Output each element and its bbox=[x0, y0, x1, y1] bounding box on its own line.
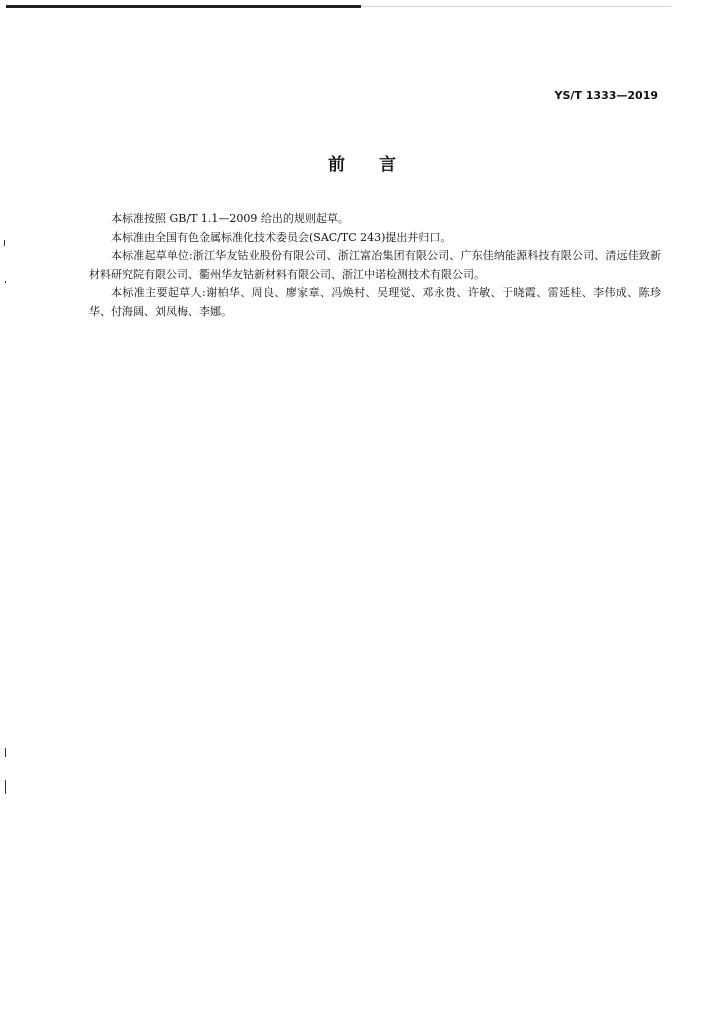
top-border-rule bbox=[6, 5, 361, 8]
paragraph-drafting-rules: 本标准按照 GB/T 1.1—2009 给出的规则起草。 bbox=[111, 212, 349, 225]
page-title: 前 言 bbox=[328, 155, 396, 175]
scan-mark bbox=[5, 281, 6, 283]
document-code: YS/T 1333—2019 bbox=[554, 89, 658, 102]
scan-mark bbox=[5, 780, 6, 794]
paragraph-drafters: 本标准主要起草人:谢柏华、周良、廖家章、冯焕村、吴理觉、邓永贵、许敏、于晓霞、雷延桂、李伟成、陈珍华、付海阔、刘凤梅、李娜。 bbox=[89, 286, 661, 318]
scan-mark bbox=[5, 748, 6, 757]
paragraph-proposer: 本标准由全国有色金属标准化技术委员会(SAC/TC 243)提出并归口。 bbox=[111, 230, 452, 244]
foreword-body bbox=[89, 210, 661, 321]
top-border-rule-faint bbox=[361, 6, 671, 7]
paragraph-drafting-units: 本标准起草单位:浙江华友钴业股份有限公司、浙江富冶集团有限公司、广东佳纳能源科技有限公司、清远佳致新材料研究院有限公司、衢州华友钴新材料有限公司、浙江中诺检测技术有限公司。 bbox=[89, 249, 661, 281]
scan-mark bbox=[4, 240, 5, 246]
